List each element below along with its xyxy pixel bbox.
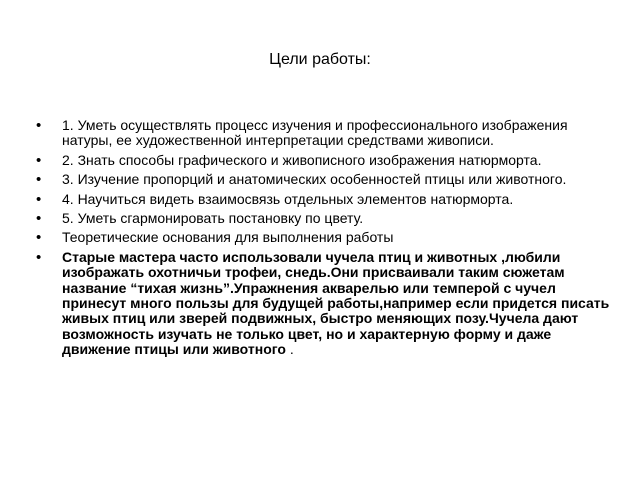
theory-heading-text: Теоретические основания для выполнения работы <box>62 229 394 246</box>
bullet-list <box>36 118 616 362</box>
theory-paragraph <box>62 250 616 358</box>
slide-title: Цели работы: <box>269 51 371 68</box>
bullet-icon: • <box>36 210 42 228</box>
list-item <box>36 211 616 226</box>
list-item <box>36 230 616 245</box>
goal-2-text: 2. Знать способы графического и живописного изображения натюрморта. <box>62 151 542 168</box>
list-item <box>36 250 616 358</box>
bullet-icon: • <box>36 229 42 247</box>
list-item <box>36 192 616 207</box>
list-item <box>36 118 616 149</box>
list-item <box>36 153 616 168</box>
list-item <box>36 172 616 187</box>
bullet-icon: • <box>36 117 42 134</box>
bullet-icon: • <box>36 248 42 266</box>
goal-4-text: 4. Научиться видеть взаимосвязь отдельных элементов натюрморта. <box>62 190 514 207</box>
theory-paragraph-trail: . <box>285 341 294 358</box>
theory-paragraph-text: Старые мастера часто использовали чучела птиц и животных ,любили изображать охотничьи трофеи, снедь.Они присваивали таким сюжетам название “тихая жизнь”.Упражнения акварелью или темперой с чучел принесут много пользы для будущей работы,например если придется писать живых птиц или зверей подвижных, быстро меняющих позу.Чучела дают возможность изучать не только цвет, но и характерную форму и даже движение птицы или животного <box>62 248 610 358</box>
goal-3-text: 3. Изучение пропорций и анатомических особенностей птицы или животного. <box>62 171 567 188</box>
goal-5-text: 5. Уметь сгармонировать постановку по цвету. <box>62 210 364 227</box>
bullet-icon: • <box>36 190 42 208</box>
bullet-icon: • <box>36 171 42 189</box>
bullet-icon: • <box>36 151 42 169</box>
goal-1-text: 1. Уметь осуществлять процесс изучения и профессионального изображения натуры, ее художественной интерпретации средствами живописи. <box>62 117 568 149</box>
